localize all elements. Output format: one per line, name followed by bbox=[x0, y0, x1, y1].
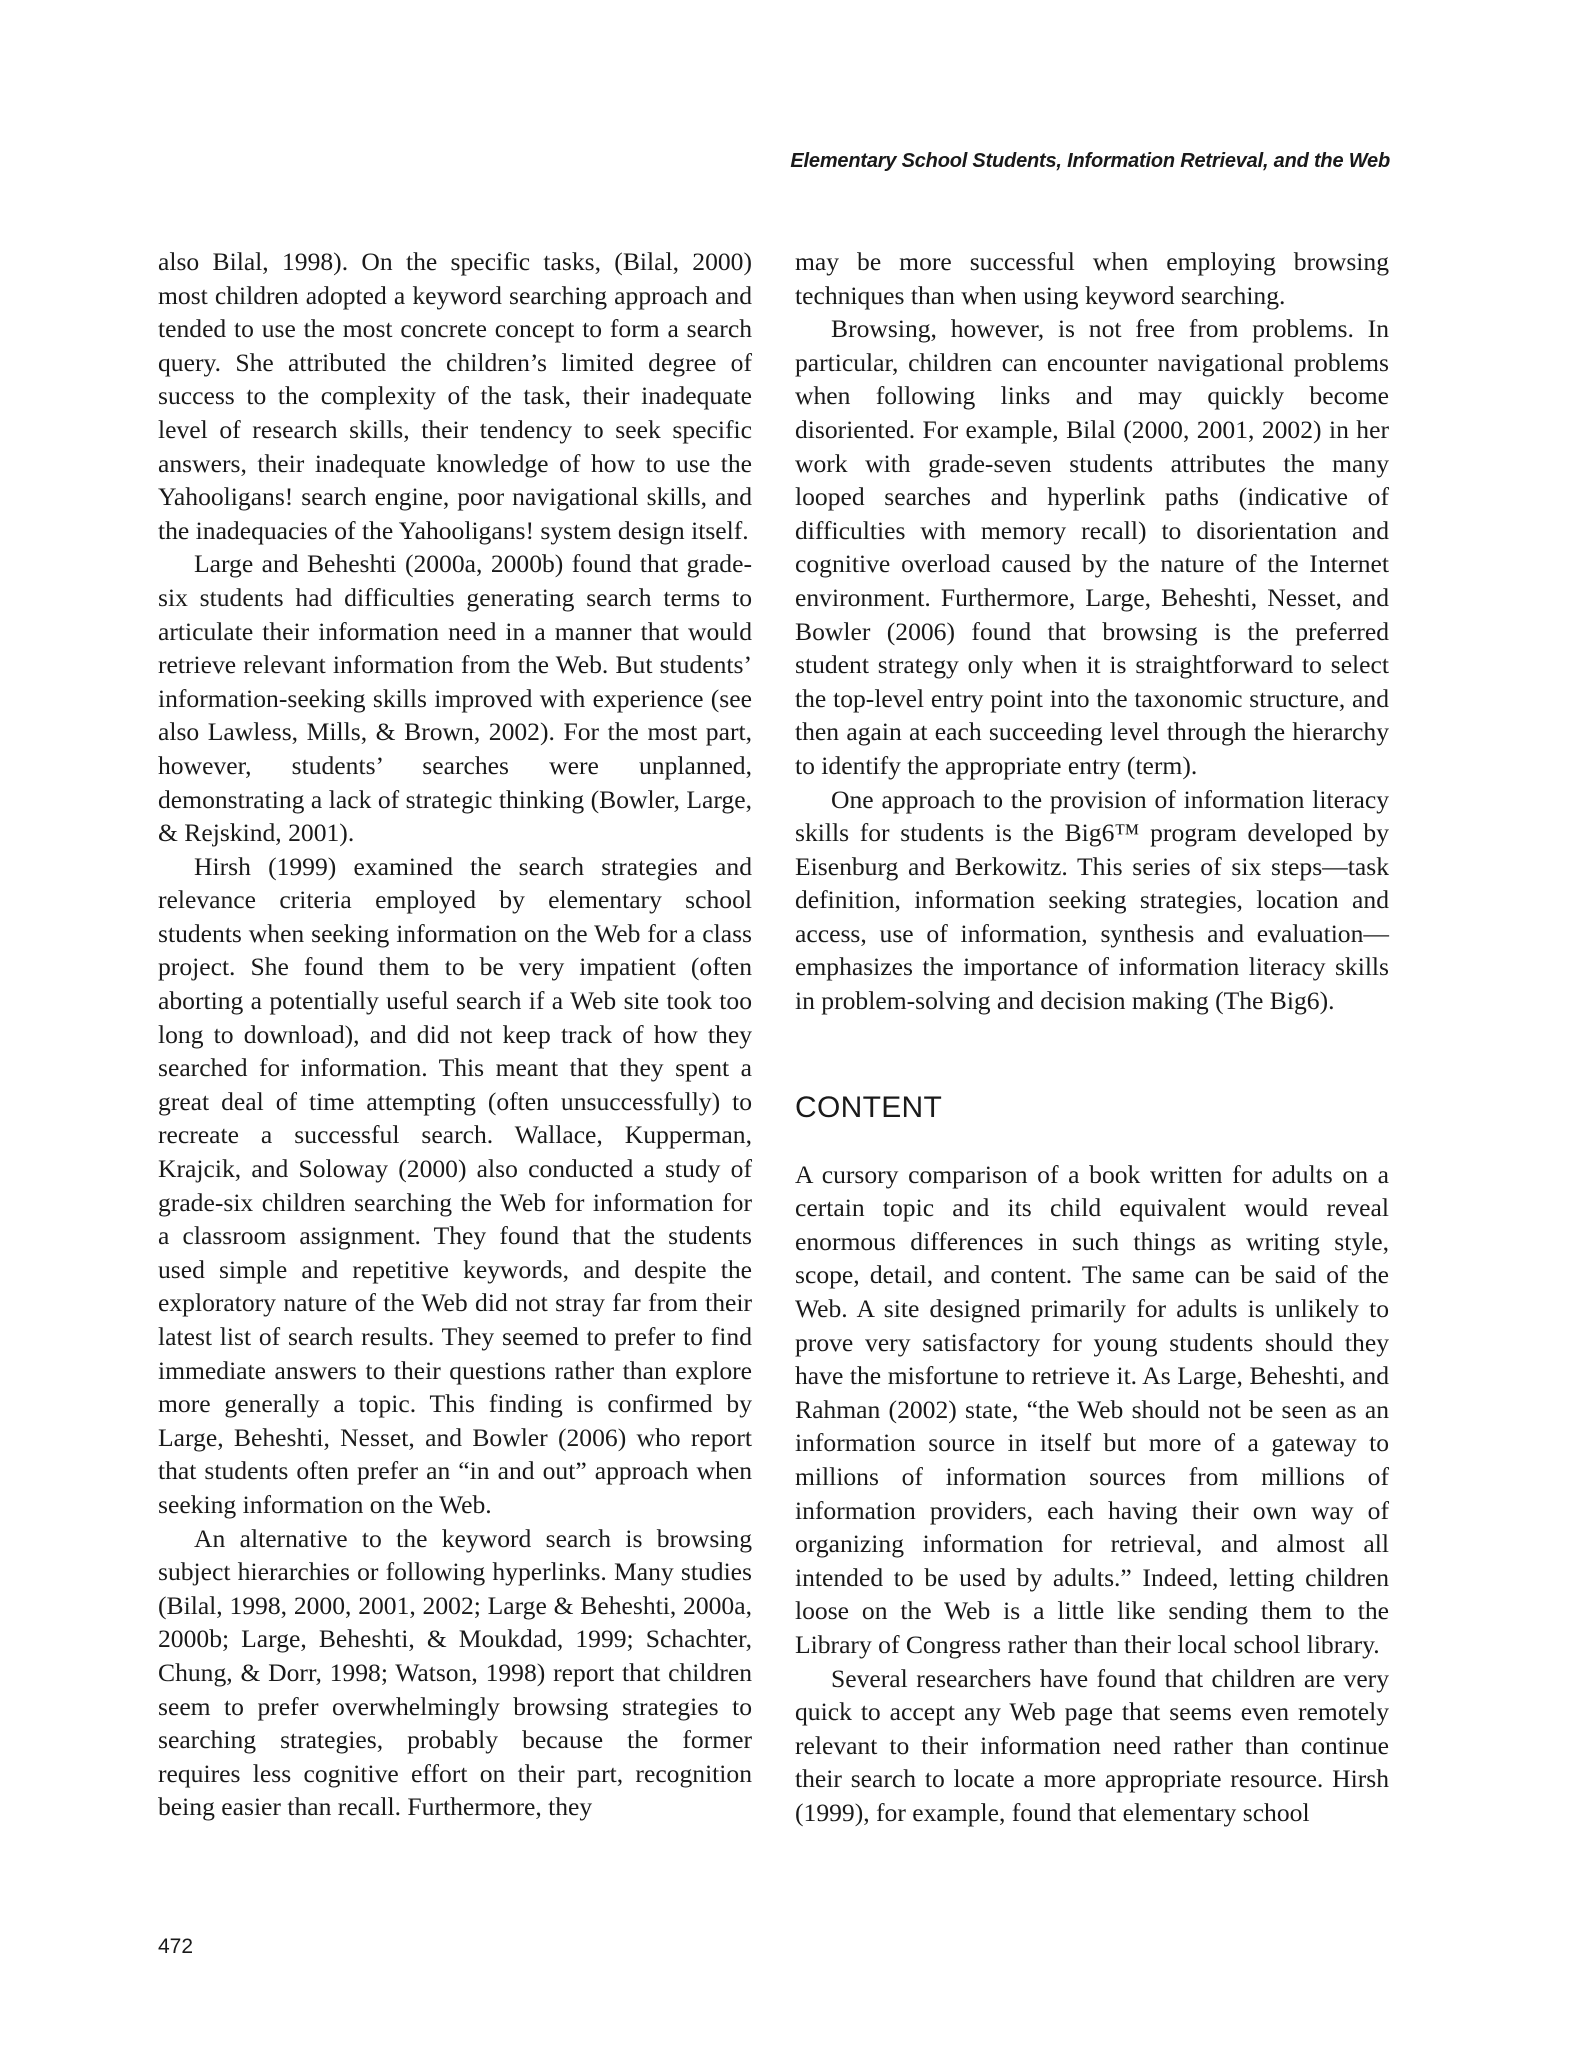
paragraph: may be more successful when employing browsing techniques than when using keyword searching. bbox=[795, 247, 1389, 310]
paragraph: An alternative to the keyword search is browsing subject hierarchies or following hyperlinks. Many studies (Bilal, 1998, 2000, 2001, 2002; Large & Beheshti, 2000a, 2000b; Large, Beheshti, & Moukdad, 1999; Schachter, Chung, & Dorr, 1998; Watson, 1998) report that children seem to prefer overwhelmingly browsing strategies to searching strategies, probably because the former requires less cognitive effort on their part, recognition being easier than recall. Furthermore, they bbox=[158, 1523, 752, 1822]
section-heading: CONTENT bbox=[795, 1090, 943, 1124]
page-number: 472 bbox=[158, 1935, 194, 1958]
paragraph: Several researchers have found that children are very quick to accept any Web page that seems even remotely relevant to their information need rather than continue their search to locate a more appropriate resource. Hirsh (1999), for example, found that elementary school bbox=[795, 1663, 1389, 1827]
paragraph: A cursory comparison of a book written for adults on a certain topic and its child equivalent would reveal enormous differences in such things as writing style, scope, detail, and content. The same can be said of the Web. A site designed primarily for adults is unlikely to prove very satisfactory for young students should they have the misfortune to retrieve it. As Large, Beheshti, and Rahman (2002) state, “the Web should not be seen as an information source in itself but more of a gateway to millions of information sources from millions of information providers, each having their own way of organizing information for retrieval, and almost all intended to be used by adults.” Indeed, letting children loose on the Web is a little like sending them to the Library of Congress rather than their local school library. bbox=[795, 1159, 1389, 1659]
paragraph: Hirsh (1999) examined the search strategies and relevance criteria employed by elementary school students when seeking information on the Web for a class project. She found them to be very impatient (often aborting a potentially useful search if a Web site took too long to download), and did not keep track of how they searched for information. This meant that they spent a great deal of time attempting (often unsuccessfully) to recreate a successful search. Wallace, Kupperman, Krajcik, and Soloway (2000) also conducted a study of grade-six children searching the Web for information for a classroom assignment. They found that the students used simple and repetitive keywords, and despite the exploratory nature of the Web did not stray far from their latest list of search results. They seemed to prefer to find immediate answers to their questions rather than explore more generally a topic. This finding is confirmed by Large, Beheshti, Nesset, and Bowler (2006) who report that students often prefer an “in and out” approach when seeking information on the Web. bbox=[158, 851, 752, 1519]
left-column bbox=[158, 245, 752, 1824]
paragraph: One approach to the provision of information literacy skills for students is the Big6™ program developed by Eisenburg and Berkowitz. This series of six steps—task definition, information seeking strategies, location and access, use of information, synthesis and evaluation—emphasizes the importance of information literacy skills in problem-solving and decision making (The Big6). bbox=[795, 784, 1389, 1016]
paragraph: also Bilal, 1998). On the specific tasks, (Bilal, 2000) most children adopted a keyword searching approach and tended to use the most concrete concept to form a search query. She attributed the children’s limited degree of success to the complexity of the task, their inadequate level of research skills, their tendency to seek specific answers, their inadequate knowledge of how to use the Yahooligans! search engine, poor navigational skills, and the inadequacies of the Yahooligans! system design itself. bbox=[158, 247, 752, 545]
right-column bbox=[795, 245, 1389, 1830]
paragraph: Large and Beheshti (2000a, 2000b) found that grade-six students had difficulties generating search terms to articulate their information need in a manner that would retrieve relevant information from the Web. But students’ information-seeking skills improved with experience (see also Lawless, Mills, & Brown, 2002). For the most part, however, students’ searches were unplanned, demonstrating a lack of strategic thinking (Bowler, Large, & Rejskind, 2001). bbox=[158, 549, 752, 848]
paragraph: Browsing, however, is not free from problems. In particular, children can encounter navigational problems when following links and may quickly become disoriented. For example, Bilal (2000, 2001, 2002) in her work with grade-seven students attributes the many looped searches and hyperlink paths (indicative of difficulties with memory recall) to disorientation and cognitive overload caused by the nature of the Internet environment. Furthermore, Large, Beheshti, Nesset, and Bowler (2006) found that browsing is the preferred student strategy only when it is straightforward to select the top-level entry point into the taxonomic structure, and then again at each succeeding level through the hierarchy to identify the appropriate entry (term). bbox=[795, 314, 1389, 780]
running-head: Elementary School Students, Information Retrieval, and the Web bbox=[790, 150, 1390, 172]
